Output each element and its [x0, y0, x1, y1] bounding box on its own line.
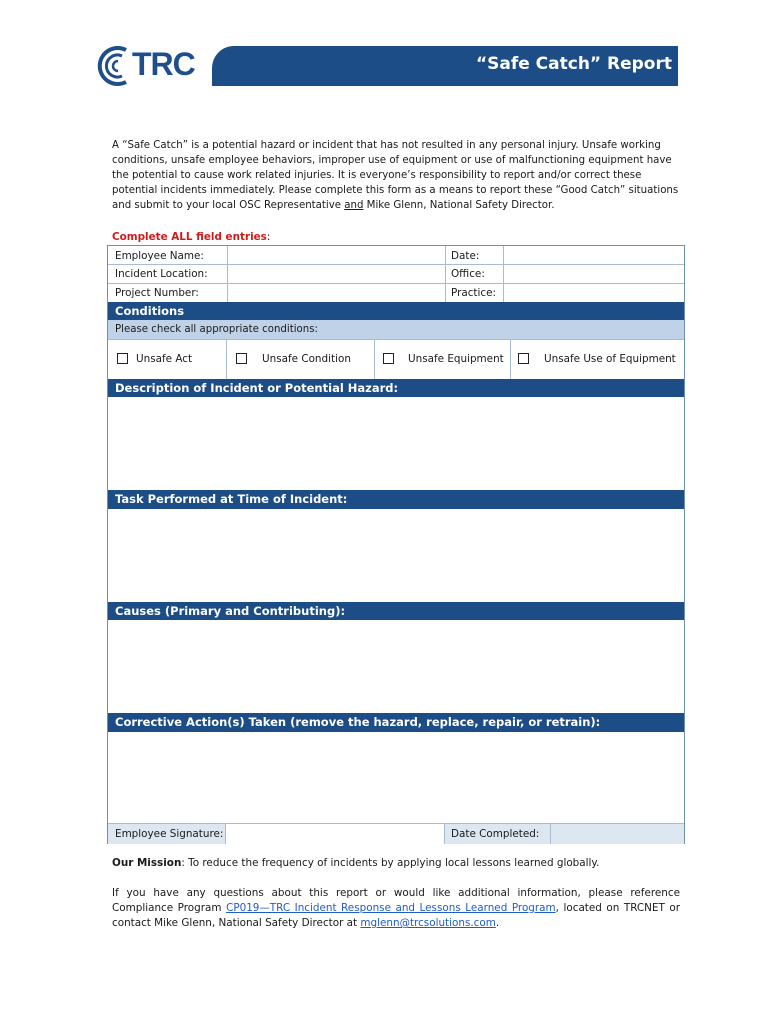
incident-location-label: Incident Location:: [115, 268, 208, 280]
mission-statement: [112, 857, 599, 869]
practice-input[interactable]: [504, 284, 684, 302]
conditions-header: Conditions: [108, 302, 684, 320]
unsafe-condition-label: Unsafe Condition: [262, 353, 351, 365]
contact-text-end: .: [495, 917, 500, 929]
date-completed-label: Date Completed:: [451, 828, 540, 840]
office-label: Office:: [451, 268, 485, 280]
unsafe-equipment-label: Unsafe Equipment: [408, 353, 504, 365]
incident-location-input[interactable]: [228, 265, 445, 283]
employee-signature-input[interactable]: [226, 824, 444, 844]
date-label: Date:: [451, 250, 480, 262]
practice-label: Practice:: [451, 287, 497, 299]
task-textarea[interactable]: [108, 509, 684, 602]
task-header: Task Performed at Time of Incident:: [108, 490, 684, 509]
intro-text-1: A “Safe Catch” is a potential hazard or incident that has not resulted in any personal injury. Unsafe working conditions, unsafe employee behaviors, improper use of equipment or use of malfunctioning equipment have the potential to cause work related injuries. It is everyone’s responsibility to report and/or correct these potential incidents immediately. Please complete this form as a means to report these “Good Catch” situations and submit to your local OSC Representative: [112, 140, 679, 211]
col-divider: [226, 339, 227, 379]
unsafe-equipment-checkbox[interactable]: [383, 353, 394, 364]
intro-paragraph: [112, 138, 682, 213]
contact-paragraph: [112, 886, 680, 931]
description-textarea[interactable]: [108, 397, 684, 490]
row-divider: [108, 339, 684, 340]
required-colon: :: [266, 231, 271, 243]
logo-text: TRC: [132, 46, 195, 82]
col-divider: [444, 824, 445, 844]
employee-name-input[interactable]: [228, 246, 445, 264]
trc-logo: [96, 44, 216, 88]
employee-signature-label: Employee Signature:: [115, 828, 224, 840]
description-header: Description of Incident or Potential Hazard:: [108, 379, 684, 397]
corrective-header: Corrective Action(s) Taken (remove the hazard, replace, repair, or retrain):: [108, 713, 684, 732]
required-note: [112, 231, 270, 243]
corrective-textarea[interactable]: [108, 732, 684, 823]
project-number-input[interactable]: [228, 284, 445, 302]
causes-header: Causes (Primary and Contributing):: [108, 602, 684, 620]
signature-row: [108, 823, 684, 844]
mission-label: Our Mission: [112, 857, 182, 869]
project-number-label: Project Number:: [115, 287, 199, 299]
email-link[interactable]: mglenn@trcsolutions.com: [360, 917, 496, 929]
intro-and: and: [344, 200, 364, 211]
office-input[interactable]: [504, 265, 684, 283]
col-divider: [374, 339, 375, 379]
col-divider: [445, 246, 446, 302]
cp019-link[interactable]: CP019—TRC Incident Response and Lessons Learned Program: [226, 902, 556, 914]
causes-textarea[interactable]: [108, 620, 684, 713]
page-title: “Safe Catch” Report: [475, 54, 672, 74]
mission-text: : To reduce the frequency of incidents by applying local lessons learned globally.: [181, 857, 600, 869]
unsafe-use-of-equipment-label: Unsafe Use of Equipment: [544, 353, 676, 365]
date-completed-input[interactable]: [551, 824, 684, 844]
required-text: Complete ALL field entries: [112, 231, 267, 243]
contact-text-2: , located on TRCNET or contact Mike Glenn, National Safety Director at: [112, 902, 681, 929]
unsafe-condition-checkbox[interactable]: [236, 353, 247, 364]
unsafe-use-of-equipment-checkbox[interactable]: [518, 353, 529, 364]
unsafe-act-label: Unsafe Act: [136, 353, 193, 365]
unsafe-act-checkbox[interactable]: [117, 353, 128, 364]
col-divider: [510, 339, 511, 379]
intro-text-2: Mike Glenn, National Safety Director.: [363, 200, 555, 211]
date-input[interactable]: [504, 246, 684, 264]
contact-text-1: If you have any questions about this report or would like additional information, please reference Compliance Program: [112, 887, 680, 914]
conditions-instruction: Please check all appropriate conditions:: [108, 320, 684, 339]
safe-catch-form: [107, 245, 685, 844]
employee-name-label: Employee Name:: [115, 250, 204, 262]
logo-swirl-icon: [96, 44, 136, 88]
title-bar: [212, 46, 678, 86]
